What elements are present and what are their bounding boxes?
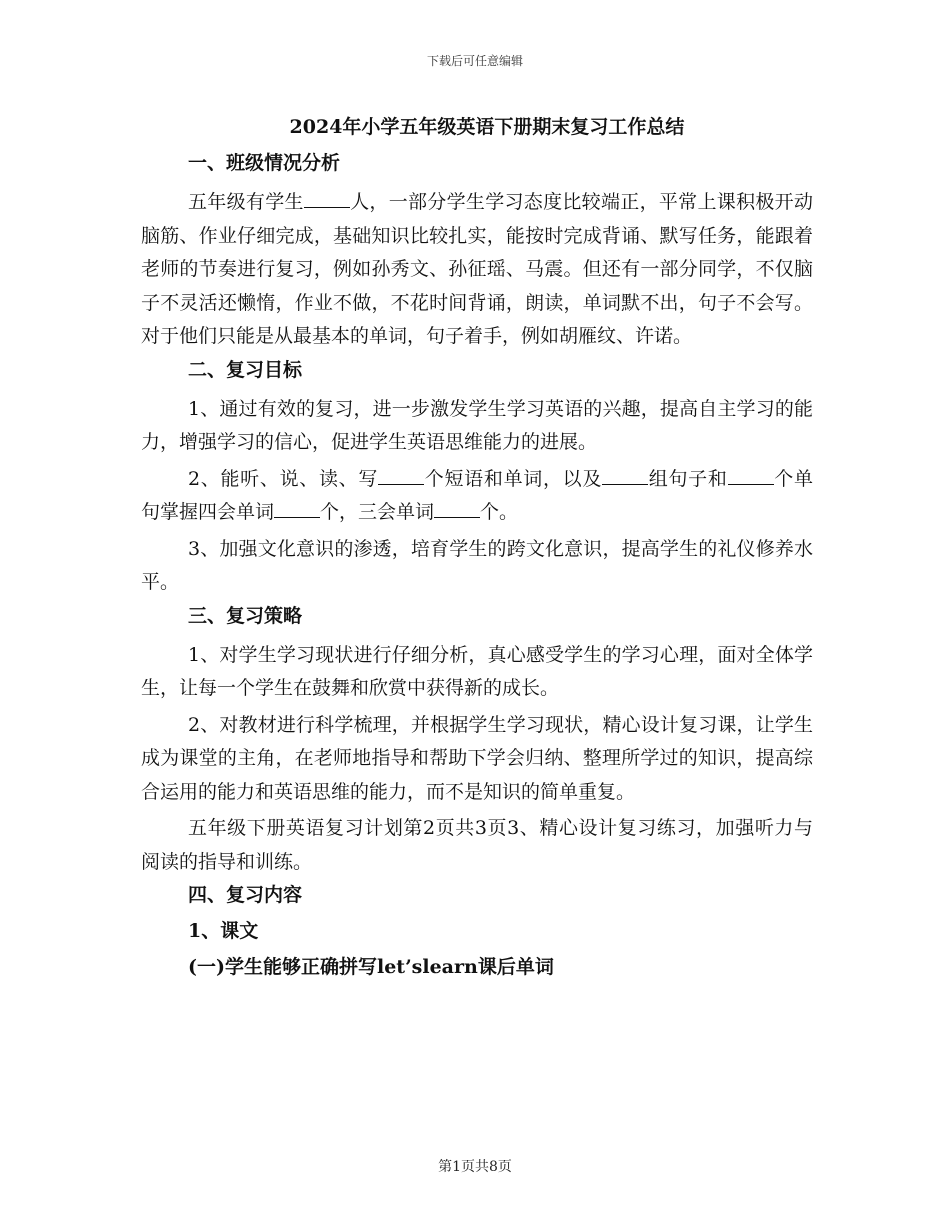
subheading-word-spelling: (一)学生能够正确拼写let’slearn课后单词 [188, 956, 554, 978]
paragraph-goal-3: 3、加强文化意识的渗透，培育学生的跨文化意识，提高学生的礼仪修养水平。 [141, 537, 813, 593]
document-body [141, 114, 813, 990]
text-segment: 个短语和单词，以及 [424, 467, 603, 490]
text-segment: 个。 [480, 501, 519, 523]
text-segment: 个，三会单词 [320, 501, 435, 523]
fill-blank [728, 466, 774, 485]
paragraph-strategy-1: 1、对学生学习现状进行仔细分析，真心感受学生的学习心理，面对全体学生，让每一个学生在鼓舞和欣赏中获得新的成长。 [141, 643, 813, 699]
fill-blank [434, 499, 480, 518]
text-segment: 2、能听、说、读、写 [188, 467, 379, 490]
section-heading-review-content: 四、复习内容 [188, 884, 303, 906]
fill-blank [304, 189, 350, 208]
section-heading-class-analysis: 一、班级情况分析 [188, 152, 341, 174]
text-segment: 组句子和 [648, 467, 728, 490]
fill-blank [378, 466, 424, 485]
page-header: 下载后可任意编辑 [426, 54, 523, 68]
fill-blank [602, 466, 648, 485]
paragraph-goal-2 [141, 463, 813, 530]
text-segment: 人，一部分学生学习态度比较端正，平常上课积极开动脑筋、作业仔细完成，基础知识比较扎实，能按时完成背诵、默写任务，能跟着老师的节奏进行复习，例如孙秀文、孙征瑶、马震。但还有一部分同学，不仅脑子不灵活还懒惰，作业不做，不花时间背诵，朗读，单词默不出，句子不会写。对于他们只能是从最基本的单词，句子着手，例如胡雁纹、许诺。 [141, 191, 813, 347]
page-footer: 第1页共8页 [438, 1159, 512, 1175]
document-title: 2024年小学五年级英语下册期末复习工作总结 [289, 116, 685, 138]
paragraph-class-analysis [141, 186, 813, 354]
text-segment: 个单句掌握四会单词 [141, 467, 813, 523]
paragraph-strategy-2: 2、对教材进行科学梳理，并根据学生学习现状，精心设计复习课，让学生成为课堂的主角，在老师地指导和帮助下学会归纳、整理所学过的知识，提高综合运用的能力和英语思维的能力，而不是知识的简单重复。 [141, 713, 813, 803]
fill-blank [274, 499, 320, 518]
text-segment: 五年级有学生 [188, 191, 304, 213]
section-heading-review-strategy: 三、复习策略 [188, 604, 303, 627]
section-heading-review-goals: 二、复习目标 [188, 358, 303, 381]
paragraph-goal-1: 1、通过有效的复习，进一步激发学生学习英语的兴趣，提高自主学习的能力，增强学习的信心，促进学生英语思维能力的进展。 [141, 397, 813, 453]
paragraph-strategy-3: 五年级下册英语复习计划第2页共3页3、精心设计复习练习，加强听力与阅读的指导和训练。 [141, 817, 813, 873]
subheading-text: 1、课文 [188, 920, 259, 942]
